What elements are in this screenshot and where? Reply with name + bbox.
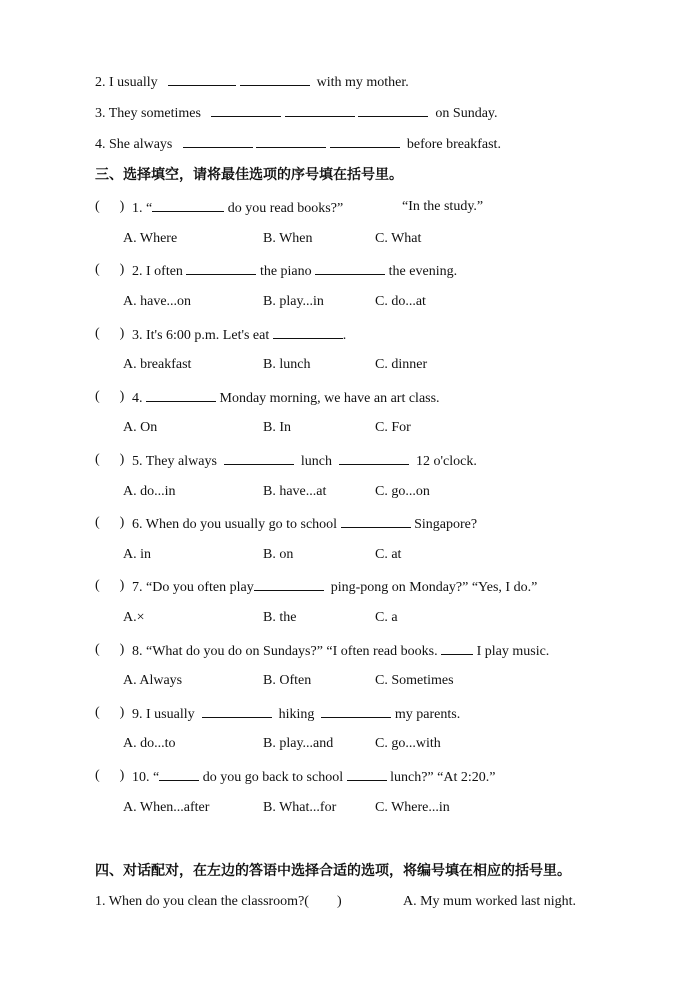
question-8: 8. “What do you do on Sundays?” “I often read books. I play music. [132,641,549,661]
option-c[interactable]: C. Sometimes [375,673,454,688]
question-6: 6. When do you usually go to school Singapore? [132,514,477,534]
answer-paren[interactable]: ( ) [95,768,125,783]
answer-blank[interactable] [347,767,387,781]
fill-line-3 [95,103,498,123]
option-a[interactable]: A. do...in [123,484,176,499]
answer-blank[interactable] [146,388,216,402]
answer-paren[interactable]: ( ) [95,199,125,214]
match-answer-a: A. My mum worked last night. [403,894,577,909]
option-a[interactable]: A. When...after [123,800,210,815]
option-b[interactable]: B. Often [263,673,312,688]
option-c[interactable]: C. Where...in [375,800,450,815]
answer-blank[interactable] [321,704,391,718]
question-7: 7. “Do you often play ping-pong on Monday?” “Yes, I do.” [132,577,537,597]
option-a[interactable]: A. in [123,547,151,562]
question-10: 10. “ do you go back to school lunch?” “At 2:20.” [132,767,495,787]
answer-blank[interactable] [211,103,281,117]
answer-blank[interactable] [202,704,272,718]
answer-blank[interactable] [256,134,326,148]
section-3-title: 三、选择填空，请将最佳选项的序号填在括号里。 [95,167,403,183]
question-9: 9. I usually hiking my parents. [132,704,460,724]
option-b[interactable]: B. play...in [263,294,324,309]
option-c[interactable]: C. a [375,610,398,625]
section-4-title: 四、对话配对，在左边的答语中选择合适的选项，将编号填在相应的括号里。 [95,863,571,879]
answer-blank[interactable] [159,767,199,781]
answer-paren[interactable]: ( ) [95,515,125,530]
answer-paren[interactable]: ( ) [95,452,125,467]
option-b[interactable]: B. When [263,231,313,246]
option-b[interactable]: B. have...at [263,484,327,499]
question-3: 3. It's 6:00 p.m. Let's eat . [132,325,346,345]
answer-paren[interactable]: ( ) [95,642,125,657]
option-c[interactable]: C. dinner [375,357,428,372]
answer-blank[interactable] [330,134,400,148]
option-c[interactable]: C. do...at [375,294,426,309]
option-c[interactable]: C. go...with [375,736,441,751]
option-b[interactable]: B. play...and [263,736,334,751]
fill-text: 3. They sometimes [95,106,201,121]
answer-blank[interactable] [168,72,236,86]
answer-blank[interactable] [183,134,253,148]
option-a[interactable]: A. Always [123,673,183,688]
fill-text: on Sunday. [435,106,498,121]
option-a[interactable]: A. On [123,420,158,435]
answer-blank[interactable] [224,451,294,465]
option-c[interactable]: C. go...on [375,484,430,499]
answer-blank[interactable] [441,641,473,655]
fill-text: 2. I usually [95,75,158,90]
fill-text: before breakfast. [406,137,501,152]
fill-line-4 [95,134,501,154]
match-question-1: 1. When do you clean the classroom?( ) [95,894,342,909]
option-b[interactable]: B. the [263,610,297,625]
option-a[interactable]: A. breakfast [123,357,192,372]
answer-paren[interactable]: ( ) [95,578,125,593]
option-b[interactable]: B. What...for [263,800,337,815]
answer-blank[interactable] [152,198,224,212]
answer-paren[interactable]: ( ) [95,389,125,404]
answer-paren[interactable]: ( ) [95,705,125,720]
question-4: 4. Monday morning, we have an art class. [132,388,440,408]
option-a[interactable]: A. have...on [123,294,192,309]
fill-line-2 [95,72,409,92]
question-2: 2. I often the piano the evening. [132,261,457,281]
answer-blank[interactable] [315,261,385,275]
answer-blank[interactable] [273,325,343,339]
answer-blank[interactable] [254,577,324,591]
fill-text: 4. She always [95,137,173,152]
option-b[interactable]: B. In [263,420,291,435]
option-a[interactable]: A. do...to [123,736,176,751]
answer-blank[interactable] [285,103,355,117]
answer-text: “In the study.” [402,199,484,214]
answer-blank[interactable] [240,72,310,86]
option-a[interactable]: A.× [123,610,145,625]
answer-paren[interactable]: ( ) [95,326,125,341]
option-b[interactable]: B. lunch [263,357,311,372]
fill-text: with my mother. [316,75,409,90]
answer-blank[interactable] [341,514,411,528]
answer-paren[interactable]: ( ) [95,262,125,277]
question-1: 1. “ do you read books?” [132,198,343,218]
answer-blank[interactable] [339,451,409,465]
answer-blank[interactable] [358,103,428,117]
option-c[interactable]: C. For [375,420,411,435]
option-c[interactable]: C. at [375,547,402,562]
option-b[interactable]: B. on [263,547,294,562]
option-a[interactable]: A. Where [123,231,178,246]
option-c[interactable]: C. What [375,231,422,246]
answer-blank[interactable] [186,261,256,275]
question-5: 5. They always lunch 12 o'clock. [132,451,477,471]
